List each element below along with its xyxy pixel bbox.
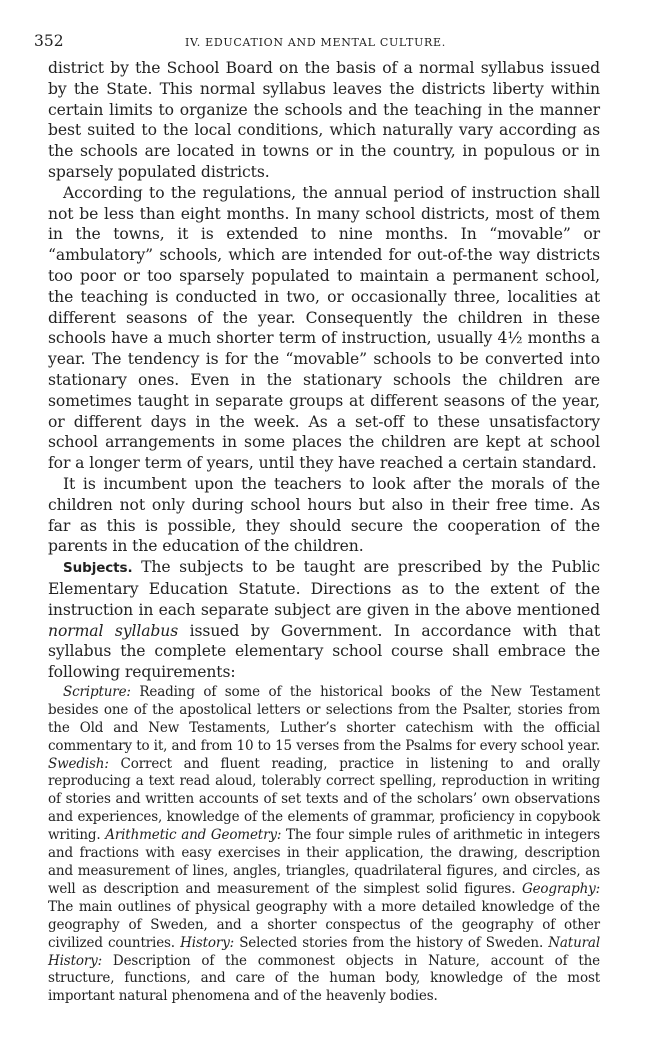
book-page xyxy=(34,30,600,1006)
running-head: IV. EDUCATION AND MENTAL CULTURE. xyxy=(185,36,446,49)
page-header xyxy=(34,30,600,58)
history-text: Selected stories from the history of Sweden. xyxy=(234,934,549,951)
requirements-paragraph xyxy=(48,684,600,1006)
paragraph-period-of-instruction: According to the regulations, the annual period of instruction shall not be less than eight months. In many school districts, most of them in the towns, it is extended to nine months. In “movable” or “ambulatory” schools, which are intended for out-of-the way districts too poor or too sparsely populated to maintain a permanent school, the teaching is conducted in two, or occasionally three, localities at different seasons of the year. Consequently the children in these schools have a much shorter term of instruction, usually 4½ months a year. The tendency is for the “movable” schools to be converted into stationary ones. Even in the stationary schools the children are sometimes taught in separate groups at different seasons of the year, or different days in the week. As a set-off to these unsatisfactory school arrangements in some places the children are kept at school for a longer term of years, until they have reached a certain standard. xyxy=(48,183,600,473)
paragraph-morals: It is incumbent upon the teachers to look after the morals of the children not only during school hours but also in their free time. As far as this is possible, they should secure the cooperation of the parents in the education of the children. xyxy=(48,474,600,556)
page-number: 352 xyxy=(34,32,64,50)
paragraph-subjects xyxy=(48,557,600,683)
paragraph-normal-syllabus: district by the School Board on the basis of a normal syllabus issued by the State. This normal syllabus leaves the districts liberty within certain limits to organize the schools and the teaching in the manner best suited to the local conditions, which naturally vary according as the schools are located in towns or in the country, in populous or in sparsely populated districts. xyxy=(48,59,600,181)
natural-history-text: Description of the commonest objects in Nature, account of the structure, functions, and care of the human body, knowledge of the most important natural phenomena and of the heavenly bodies. xyxy=(48,952,600,1005)
natural-history-label: Natural History: xyxy=(48,934,600,969)
geography-label: Geography: xyxy=(521,880,600,897)
geography-text: The main outlines of physical geography with a more detailed knowledge of the geography of Sweden, and a shorter conspectus of the geography of other civilized countries. xyxy=(48,898,600,951)
arithmetic-label: Arithmetic and Geometry: xyxy=(105,827,282,844)
scripture-label: Scripture: xyxy=(63,683,131,700)
swedish-text: Correct and fluent reading, practice in listening to and orally reproducing a text read aloud, tolerably correct spelling, reproduction in writing of stories and written accounts of set texts and of the scholars’ own observations and experiences, knowledge of the elements of grammar, proficiency in copybook writing. xyxy=(48,755,600,844)
arithmetic-text: The four simple rules of arithmetic in integers and fractions with easy exercises in their application, the drawing, description and measurement of lines, angles, triangles, quadrilateral figures, and circles, as well as description and measurement of the simplest solid figures. xyxy=(48,827,600,897)
swedish-label: Swedish: xyxy=(48,755,109,772)
subjects-text-2: issued by Government. In accordance with that syllabus the complete elementary school course shall embrace the following requirements: xyxy=(48,621,600,682)
subjects-heading: Subjects. xyxy=(63,560,133,577)
scripture-text: Reading of some of the historical books of the New Testament besides one of the apostolical letters or selections from the Psalter, stories from the Old and New Testaments, Luther’s shorter catechism with the official commentary to it, and from 10 to 15 verses from the Psalms for every school year. xyxy=(48,683,600,754)
history-label: History: xyxy=(180,934,235,951)
subjects-normal-syllabus: normal syllabus xyxy=(48,621,179,640)
subjects-text-1: The subjects to be taught are prescribed by the Public Elementary Education Statute. Directions as to the extent of the instruction in each separate subject are given in the above mentioned xyxy=(48,558,600,619)
